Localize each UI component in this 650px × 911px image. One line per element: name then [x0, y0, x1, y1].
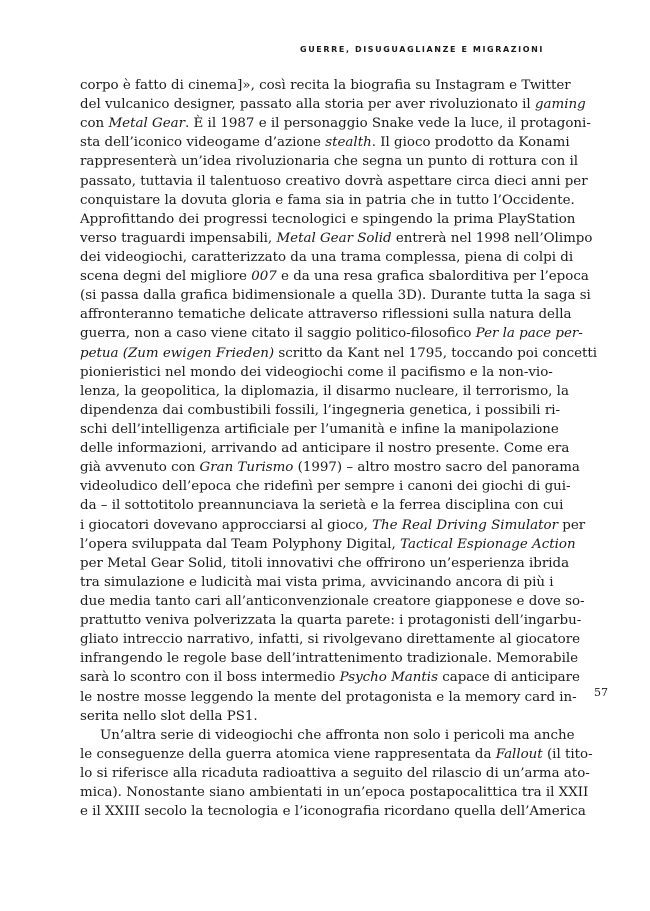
text-run: tra simulazione e ludicità mai vista prima, avvicinando ancora di più i	[80, 574, 554, 590]
text-run: mica). Nonostante siano ambientati in un’epoca postapocalittica tra il XXII	[80, 785, 589, 801]
text-run: prattutto veniva polverizzata la quarta parete: i protagonisti dell’ingarbu-	[80, 613, 582, 629]
text-line	[80, 267, 589, 286]
italic-text: Psycho Mantis	[339, 670, 438, 686]
text-line	[80, 611, 582, 630]
text-run: verso traguardi impensabili,	[80, 230, 277, 246]
text-run: del vulcanico designer, passato alla storia per aver rivoluzionato il	[80, 97, 535, 113]
text-line	[80, 401, 561, 420]
text-line	[80, 439, 570, 458]
text-run: l’opera sviluppata dal Team Polyphony Digital,	[80, 536, 401, 552]
text-line	[80, 229, 593, 248]
text-run: rappresenterà un’idea rivoluzionaria che segna un punto di rottura con il	[80, 154, 579, 170]
text-run: scena degni del migliore	[80, 269, 252, 285]
text-run: i giocatori dovevano approcciarsi al gioco,	[80, 517, 373, 533]
text-run: Approfittando dei progressi tecnologici e spingendo la prima PlayStation	[80, 211, 576, 227]
text-line	[80, 305, 572, 324]
text-line	[80, 535, 576, 554]
text-run: scritto da Kant nel 1795, toccando poi concetti	[274, 345, 598, 361]
text-line	[80, 745, 593, 764]
text-run: corpo è fatto di cinema]», così recita la biografia su Instagram e Twitter	[80, 78, 571, 93]
text-run: videoludico dell’epoca che ridefinì per sempre i canoni dei giochi di gui-	[80, 479, 571, 495]
text-line	[80, 477, 571, 496]
text-run: dipendenza dai combustibili fossili, l’ingegneria genetica, i possibili ri-	[80, 402, 561, 418]
text-line	[80, 649, 579, 668]
text-run: (1997) – altro mostro sacro del panorama	[293, 460, 580, 476]
text-line	[80, 286, 591, 305]
italic-text: gaming	[534, 97, 586, 113]
text-line	[80, 210, 576, 229]
italic-text: Per la pace per-	[475, 326, 583, 342]
text-line	[80, 630, 581, 649]
page-number: 57	[594, 686, 608, 699]
text-line	[80, 668, 580, 687]
text-run: le conseguenze della guerra atomica viene rappresentata da	[80, 746, 496, 762]
text-line	[80, 363, 553, 382]
text-line	[80, 133, 570, 152]
text-run: . Il gioco prodotto da Konami	[371, 135, 570, 151]
text-line	[80, 76, 571, 95]
text-run: capace di anticipare	[437, 670, 580, 686]
text-line	[80, 802, 586, 821]
text-line	[80, 248, 574, 267]
text-line	[80, 496, 564, 515]
running-head: GUERRE, DISUGUAGLIANZE E MIGRAZIONI	[300, 45, 544, 54]
text-run: per	[558, 517, 586, 533]
text-run: gliato intreccio narrativo, infatti, si rivolgevano direttamente al giocatore	[80, 632, 581, 648]
text-run: entrerà nel 1998 nell’Olimpo	[391, 230, 593, 246]
text-line	[80, 592, 585, 611]
text-run: pionieristici nel mondo dei videogiochi come il pacifismo e la non-vio-	[80, 364, 553, 380]
text-run: affronteranno tematiche delicate attraverso riflessioni sulla natura della	[80, 307, 572, 323]
text-line	[80, 516, 586, 535]
text-line	[80, 688, 577, 707]
text-line	[80, 95, 586, 114]
text-run: da – il sottotitolo preannunciava la serietà e la ferrea disciplina con cui	[80, 498, 564, 514]
text-run: Un’altra serie di videogiochi che affronta non solo i pericoli ma anche	[100, 727, 575, 743]
italic-text: Tactical Espionage Action	[400, 536, 576, 552]
text-run: (il tito-	[542, 746, 593, 762]
text-run: conquistare la dovuta gloria e fama sia in patria che in tutto l’Occidente.	[80, 192, 575, 208]
text-line	[80, 114, 591, 133]
text-run: . È il 1987 e il personaggio Snake vede la luce, il protagoni-	[185, 116, 591, 132]
text-run: le nostre mosse leggendo la mente del protagonista e la memory card in-	[80, 689, 577, 705]
paragraph	[80, 76, 598, 726]
italic-text: 007	[251, 269, 277, 285]
text-line	[80, 382, 569, 401]
text-run: (si passa dalla grafica bidimensionale a quella 3D). Durante tutta la saga si	[80, 288, 591, 304]
text-line	[80, 554, 570, 573]
text-run: e il XXIII secolo la tecnologia e l’iconografia ricordano quella dell’America	[80, 804, 586, 820]
text-run: con	[80, 116, 109, 132]
text-run: due media tanto cari all’anticonvenzionale creatore giapponese e dove so-	[80, 593, 585, 609]
text-line	[80, 172, 588, 191]
text-line	[80, 420, 559, 439]
text-line	[80, 458, 580, 477]
text-run: sta dell’iconico videogame d’azione	[80, 135, 326, 151]
body-text	[80, 76, 598, 821]
text-line	[80, 191, 575, 210]
italic-text: stealth	[325, 135, 372, 151]
text-line	[80, 573, 554, 592]
text-line	[80, 152, 579, 171]
text-run: guerra, non a caso viene citato il saggio politico-filosofico	[80, 326, 476, 342]
text-run: sarà lo scontro con il boss intermedio	[80, 670, 340, 686]
text-run: per Metal Gear Solid, titoli innovativi che offrirono un’esperienza ibrida	[80, 555, 570, 571]
text-run: lenza, la geopolitica, la diplomazia, il disarmo nucleare, il terrorismo, la	[80, 383, 569, 399]
text-line	[80, 764, 590, 783]
text-run: delle informazioni, arrivando ad anticipare il nostro presente. Come era	[80, 441, 570, 457]
italic-text: Fallout	[495, 746, 543, 762]
italic-text: Metal Gear	[108, 116, 185, 132]
text-run: passato, tuttavia il talentuoso creativo dovrà aspettare circa dieci anni per	[80, 173, 588, 189]
text-run: dei videogiochi, caratterizzato da una trama complessa, piena di colpi di	[80, 249, 574, 265]
text-run: lo si riferisce alla ricaduta radioattiva a seguito del rilascio di un’arma ato-	[80, 765, 590, 781]
text-run: serita nello slot della PS1.	[80, 708, 258, 724]
italic-text: Metal Gear Solid	[276, 230, 392, 246]
text-run: infrangendo le regole base dell’intrattenimento tradizionale. Memorabile	[80, 651, 579, 667]
text-line	[80, 707, 545, 726]
italic-text: The Real Driving Simulator	[372, 517, 558, 533]
text-line	[80, 324, 583, 343]
text-run: e da una resa grafica sbalorditiva per l’epoca	[276, 269, 589, 285]
text-line	[80, 783, 589, 802]
paragraph	[80, 726, 593, 822]
text-line	[80, 344, 598, 363]
text-run: già avvenuto con	[80, 460, 200, 476]
text-run: schi dell’intelligenza artificiale per l’umanità e infine la manipolazione	[80, 421, 559, 437]
italic-text: Gran Turismo	[199, 460, 294, 476]
text-line	[80, 726, 575, 745]
italic-text: petua (Zum ewigen Frieden)	[80, 345, 275, 361]
